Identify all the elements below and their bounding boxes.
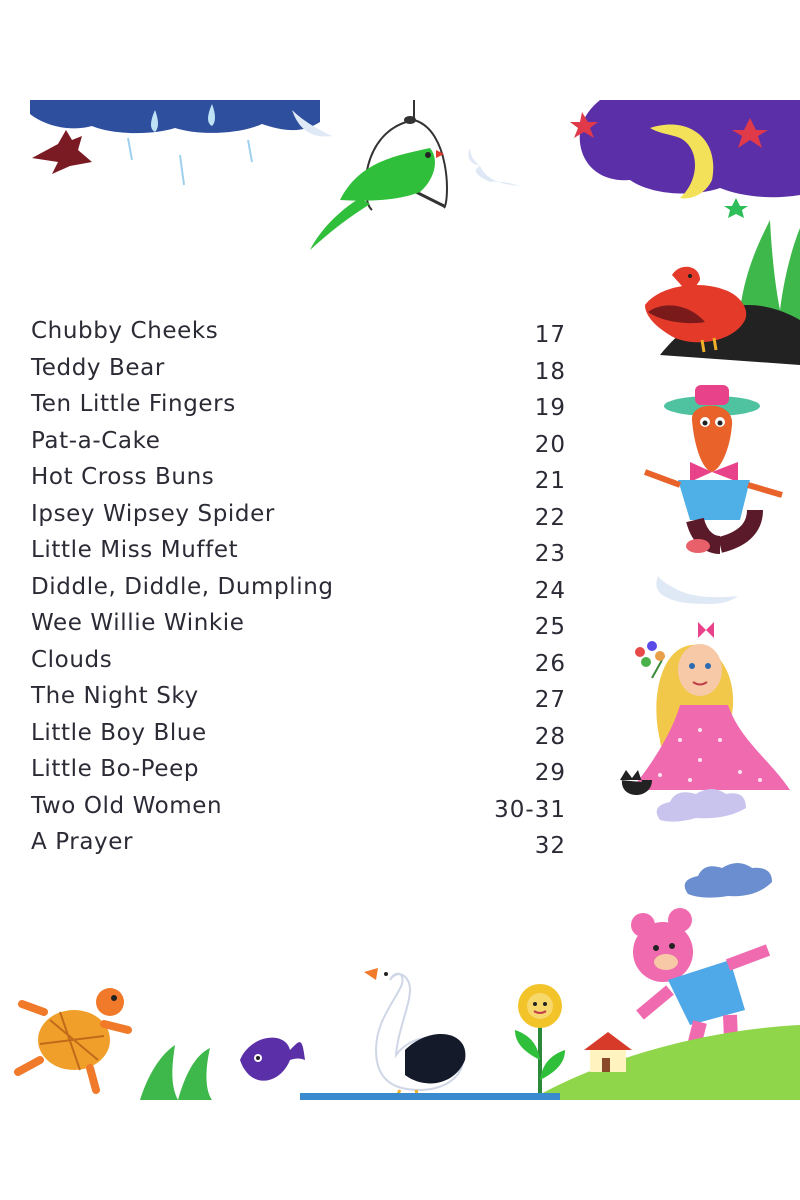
toc-entry-title: Two Old Women xyxy=(31,792,223,819)
toc-entry[interactable] xyxy=(31,720,576,757)
toc-entry[interactable] xyxy=(31,501,576,538)
toc-entry-page: 30-31 xyxy=(494,796,566,823)
toc-entry[interactable] xyxy=(31,537,576,574)
toc-entry-title: Pat-a-Cake xyxy=(31,427,161,454)
toc-entry-page: 19 xyxy=(534,395,566,421)
toc-entry-page: 27 xyxy=(534,687,566,713)
toc-entry-title: The Night Sky xyxy=(31,683,199,709)
wisp-cloud-icon xyxy=(468,148,520,186)
toc-entry-title: Clouds xyxy=(31,646,113,673)
swan-icon xyxy=(364,968,465,1098)
toc-entry[interactable] xyxy=(31,355,576,392)
star-icon xyxy=(724,198,748,218)
toc-entry-title: Diddle, Diddle, Dumpling xyxy=(31,573,334,600)
toc-entry-title: Ten Little Fingers xyxy=(31,391,236,417)
house-icon xyxy=(584,1032,632,1072)
dancing-spoon-man-icon xyxy=(645,385,782,553)
fish-icon xyxy=(240,1038,305,1081)
toc-entry-title: Little Bo-Peep xyxy=(31,756,200,782)
grass-icon xyxy=(140,1045,212,1100)
toc-entry-page: 17 xyxy=(534,322,566,348)
hill-icon xyxy=(530,1025,800,1100)
toc-entry-page: 29 xyxy=(534,760,566,786)
toc-entry-page: 25 xyxy=(534,614,566,640)
girl-with-flowers-icon xyxy=(620,622,790,795)
toc-entry-page: 21 xyxy=(534,468,566,494)
toc-entry-title: Little Boy Blue xyxy=(31,719,207,746)
water-strip xyxy=(300,1093,560,1100)
toc-entry-page: 22 xyxy=(534,504,566,531)
toc-entry[interactable] xyxy=(31,318,576,355)
parrot-on-swing-icon xyxy=(310,100,447,250)
contents-page xyxy=(0,100,800,1100)
toc-entry[interactable] xyxy=(31,464,576,501)
toc-entry-title: Hot Cross Buns xyxy=(31,464,215,490)
night-cloud-icon xyxy=(570,100,800,218)
toc-entry[interactable] xyxy=(31,793,576,830)
toc-entry-page: 32 xyxy=(534,833,566,859)
sunflower-icon xyxy=(515,984,565,1100)
toc-entry-title: Little Miss Muffet xyxy=(31,537,239,563)
toc-entry-page: 24 xyxy=(534,577,566,604)
toc-entry[interactable] xyxy=(31,756,576,793)
toc-entry[interactable] xyxy=(31,574,576,611)
hen-icon xyxy=(645,267,800,365)
table-of-contents xyxy=(31,318,576,866)
toc-entry[interactable] xyxy=(31,610,576,647)
toc-entry[interactable] xyxy=(31,683,576,720)
tortoise-icon xyxy=(18,988,128,1090)
toc-entry-page: 28 xyxy=(534,723,566,750)
toc-entry[interactable] xyxy=(31,829,576,866)
toc-entry-page: 20 xyxy=(534,431,566,458)
toc-entry-page: 26 xyxy=(534,650,566,677)
toc-entry-title: Chubby Cheeks xyxy=(31,318,219,344)
toc-entry[interactable] xyxy=(31,391,576,428)
cloud-icon xyxy=(685,863,772,898)
grass-icon xyxy=(740,220,800,320)
toc-entry-title: Teddy Bear xyxy=(31,354,165,381)
toc-entry-page: 23 xyxy=(534,541,566,567)
cloud-icon xyxy=(656,576,738,604)
toc-entry-page: 18 xyxy=(534,358,566,385)
bird-icon xyxy=(32,130,92,174)
toc-entry-title: A Prayer xyxy=(31,829,134,855)
toc-entry-title: Ipsey Wipsey Spider xyxy=(31,500,275,527)
toc-entry[interactable] xyxy=(31,647,576,684)
toc-entry-title: Wee Willie Winkie xyxy=(31,610,245,636)
toc-entry[interactable] xyxy=(31,428,576,465)
cloud-icon xyxy=(657,789,746,822)
